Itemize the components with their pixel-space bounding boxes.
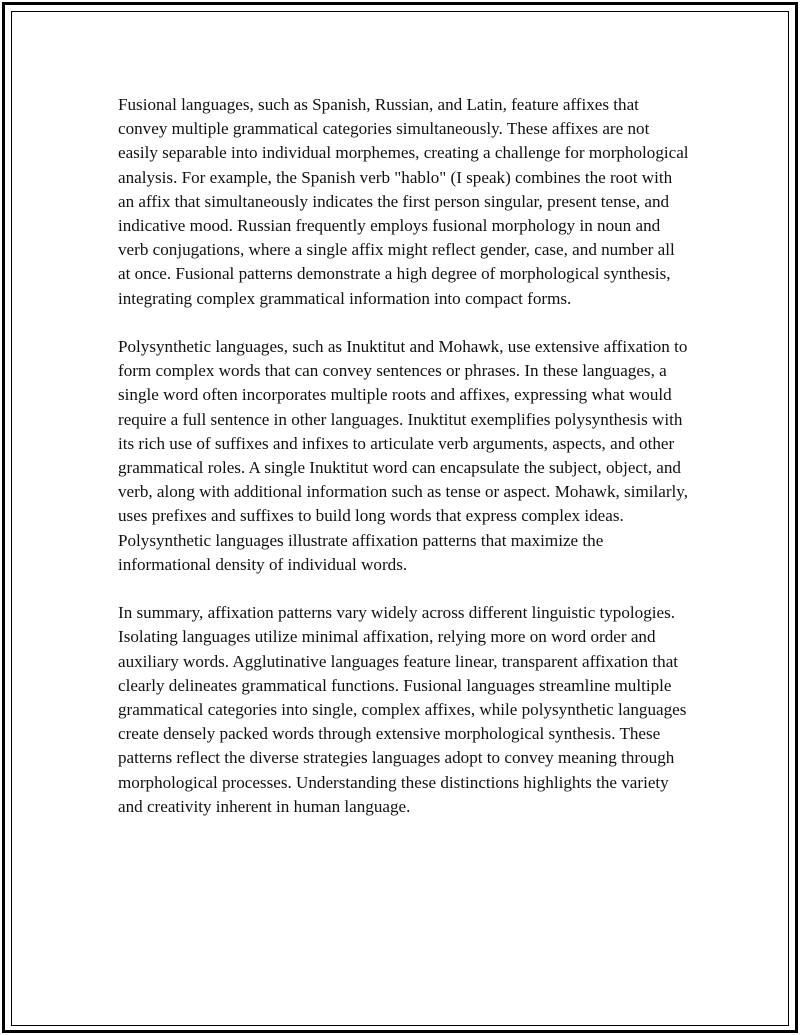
document-body (118, 93, 690, 843)
paragraph-summary: In summary, affixation patterns vary widely across different linguistic typologies. Isolating languages utilize minimal affixation, relying more on word order and auxiliary words. Agglutinative languages feature linear, transparent affixation that clearly delineates grammatical functions. Fusional languages streamline multiple grammatical categories into single, complex affixes, while polysynthetic languages create densely packed words through extensive morphological synthesis. These patterns reflect the diverse strategies languages adopt to convey meaning through morphological processes. Understanding these distinctions highlights the variety and creativity inherent in human language. (118, 603, 687, 816)
paragraph-fusional: Fusional languages, such as Spanish, Russian, and Latin, feature affixes that convey multiple grammatical categories simultaneously. These affixes are not easily separable into individual morphemes, creating a challenge for morphological analysis. For example, the Spanish verb "hablo" (I speak) combines the root with an affix that simultaneously indicates the first person singular, present tense, and indicative mood. Russian frequently employs fusional morphology in noun and verb conjugations, where a single affix might reflect gender, case, and number all at once. Fusional patterns demonstrate a high degree of morphological synthesis, integrating complex grammatical information into compact forms. (118, 95, 689, 308)
paragraph-polysynthetic: Polysynthetic languages, such as Inuktitut and Mohawk, use extensive affixation to form complex words that can convey sentences or phrases. In these languages, a single word often incorporates multiple roots and affixes, expressing what would require a full sentence in other languages. Inuktitut exemplifies polysynthesis with its rich use of suffixes and infixes to articulate verb arguments, aspects, and other grammatical roles. A single Inuktitut word can encapsulate the subject, object, and verb, along with additional information such as tense or aspect. Mohawk, similarly, uses prefixes and suffixes to build long words that express complex ideas. Polysynthetic languages illustrate affixation patterns that maximize the informational density of individual words. (118, 337, 688, 574)
